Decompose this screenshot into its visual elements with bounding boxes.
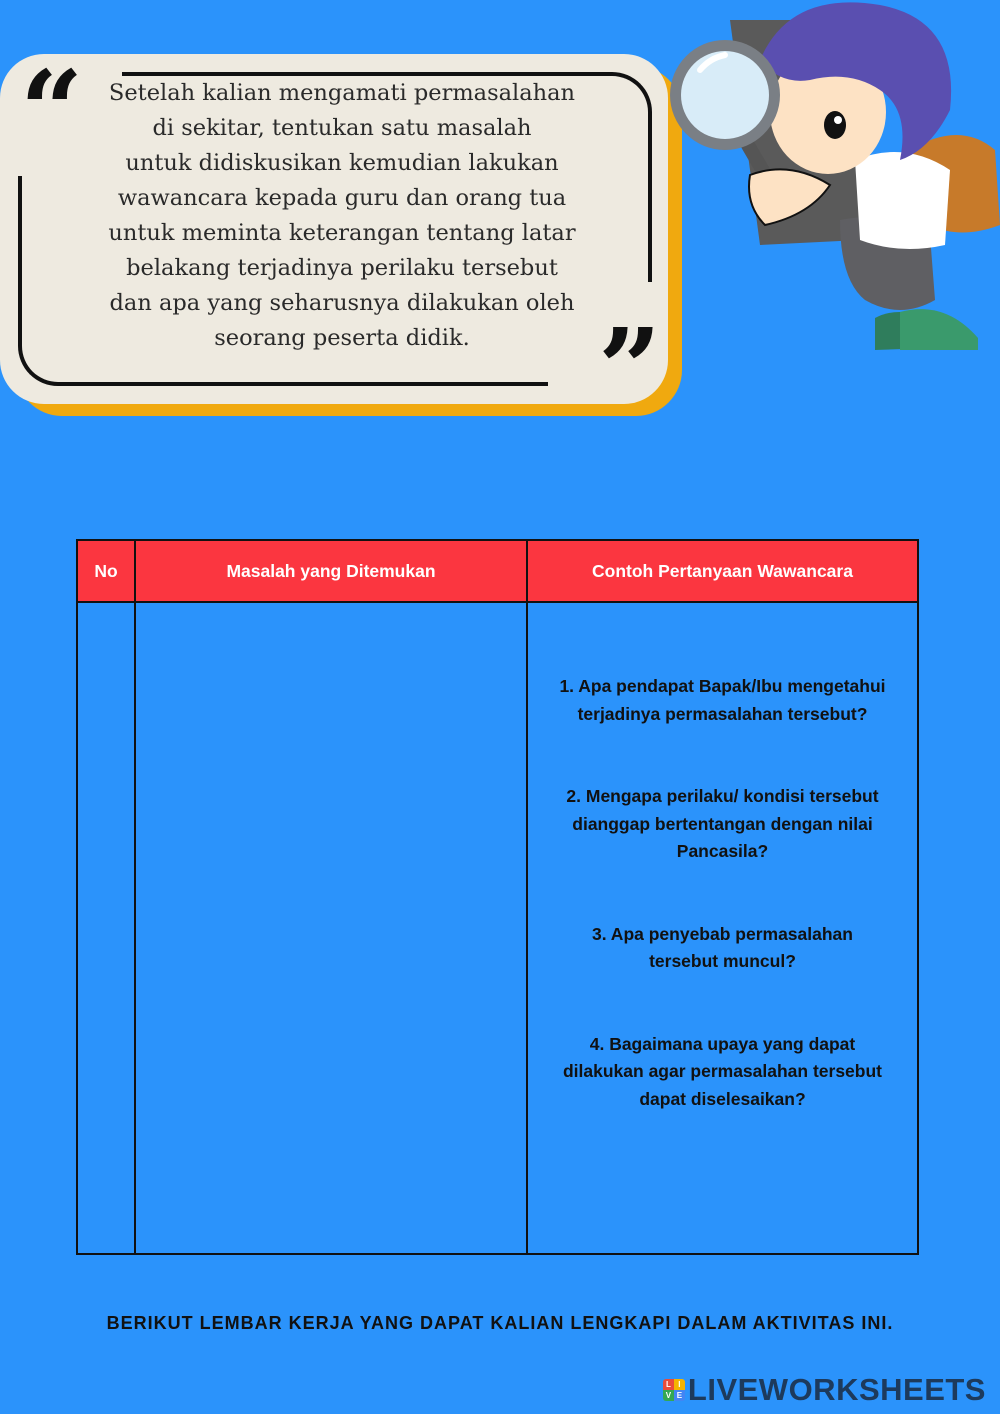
quote-line: untuk meminta keterangan tentang latar — [108, 220, 576, 246]
header-no: No — [77, 540, 135, 602]
quote-line: wawancara kepada guru dan orang tua — [117, 185, 567, 211]
close-quote-icon: ” — [598, 304, 662, 433]
question-item: 4. Bagaimana upaya yang dapat dilakukan agar permasalahan tersebut dapat diselesaikan? — [562, 1033, 883, 1109]
quote-line: belakang terjadinya perilaku tersebut — [126, 255, 558, 281]
table-row — [77, 602, 918, 1254]
magnifier-lens — [681, 51, 769, 139]
header-problem: Masalah yang Ditemukan — [135, 540, 527, 602]
quote-line: Setelah kalian mengamati permasalahan — [108, 80, 576, 106]
header-questions: Contoh Pertanyaan Wawancara — [527, 540, 918, 602]
table-header-row — [77, 540, 918, 602]
brand-text: LIVEWORKSHEETS — [687, 1372, 986, 1407]
question-list — [528, 603, 917, 1113]
right-shoe — [900, 309, 978, 350]
eye — [824, 111, 846, 139]
quote-text — [92, 76, 592, 356]
kid-with-magnifier-icon — [660, 0, 1000, 360]
shirt — [855, 152, 950, 249]
quote-line: untuk didiskusikan kemudian lakukan — [125, 150, 559, 176]
instruction-text: BERIKUT LEMBAR KERJA YANG DAPAT KALIAN LENGKAPI DALAM AKTIVITAS INI. — [106, 1313, 894, 1333]
liveworksheets-logo-icon: L I V E — [663, 1379, 685, 1401]
quote-line: di sekitar, tentukan satu masalah — [152, 115, 532, 141]
worksheet-table — [76, 539, 919, 1255]
quote-bottom-line — [104, 382, 548, 386]
quote-line: seorang peserta didik. — [214, 325, 470, 351]
questions-cell — [527, 602, 918, 1254]
quote-card — [0, 46, 668, 433]
liveworksheets-brand[interactable] — [663, 1370, 986, 1410]
quote-line: dan apa yang seharusnya dilakukan oleh — [109, 290, 575, 316]
question-item: 3. Apa penyebab permasalahan tersebut muncul? — [592, 923, 853, 971]
open-quote-icon: “ — [20, 46, 84, 175]
no-cell[interactable] — [77, 602, 135, 1254]
problem-cell[interactable] — [135, 602, 527, 1254]
question-item: 2. Mengapa perilaku/ kondisi tersebut dianggap bertentangan dengan nilai Pancasila? — [566, 786, 879, 861]
question-item: 1. Apa pendapat Bapak/Ibu mengetahui terjadinya permasalahan tersebut? — [559, 676, 886, 724]
